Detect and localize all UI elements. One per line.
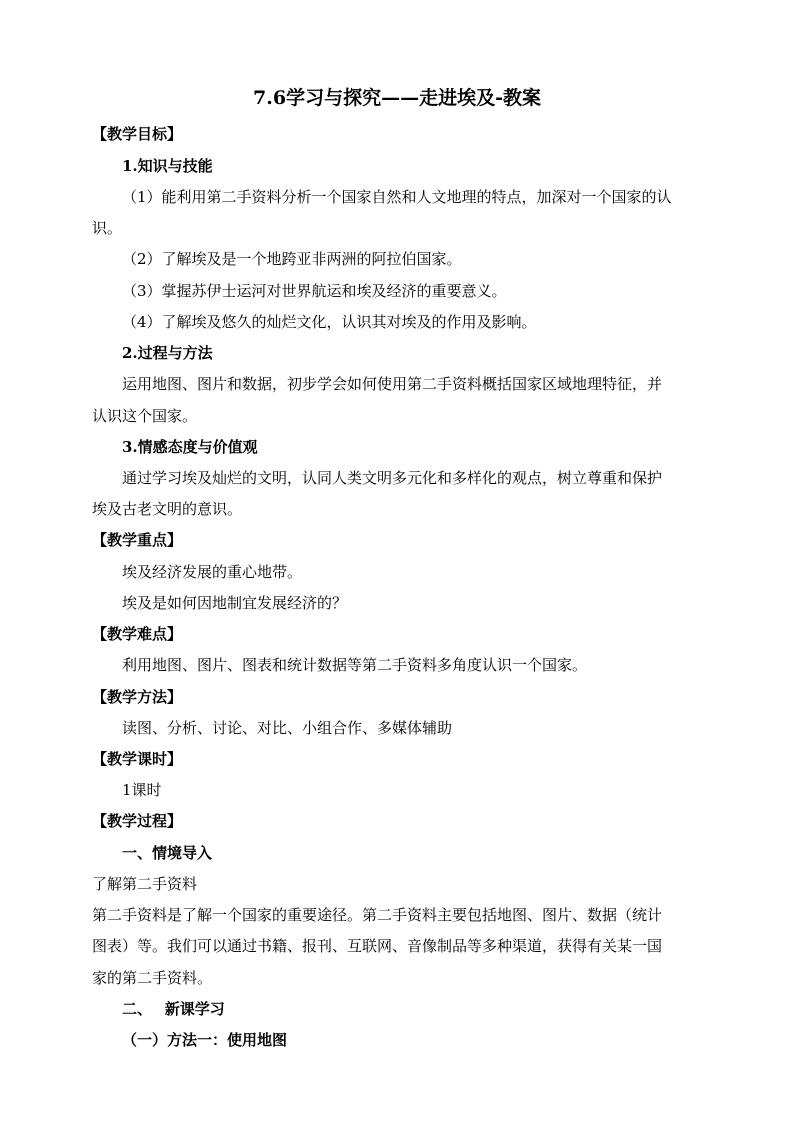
attitude-values-line2: 埃及古老文明的意识。 xyxy=(92,500,243,518)
attitude-values-line1: 通过学习埃及灿烂的文明，认同人类文明多元化和多样化的观点，树立尊重和保护 xyxy=(122,469,663,487)
process-method-line1: 运用地图、图片和数据，初步学会如何使用第二手资料概括国家区域地理特征，并 xyxy=(122,375,663,393)
process-part1-line1: 了解第二手资料 xyxy=(92,875,198,893)
process-part1-line2: 第二手资料是了解一个国家的重要途径。第二手资料主要包括地图、图片、数据（统计 xyxy=(92,906,663,924)
process-part1-line4: 家的第二手资料。 xyxy=(92,969,213,987)
methods-list: 读图、分析、讨论、对比、小组合作、多媒体辅助 xyxy=(122,719,453,737)
hours-value: 1课时 xyxy=(122,781,162,799)
section-heading-key-points: 【教学重点】 xyxy=(92,531,183,549)
section-heading-difficulties: 【教学难点】 xyxy=(92,625,183,643)
objective-item-4: （4）了解埃及悠久的灿烂文化，认识其对埃及的作用及影响。 xyxy=(122,313,537,331)
objective-item-1-line1: （1）能利用第二手资料分析一个国家自然和人文地理的特点，加深对一个国家的认 xyxy=(122,188,672,206)
subheading-attitude-values: 3.情感态度与价值观 xyxy=(122,438,258,456)
process-part1-label: 一、情境导入 xyxy=(122,844,213,862)
process-method-line2: 认识这个国家。 xyxy=(92,407,198,425)
difficulty-1: 利用地图、图片、图表和统计数据等第二手资料多角度认识一个国家。 xyxy=(122,656,588,674)
objective-item-3: （3）掌握苏伊士运河对世界航运和埃及经济的重要意义。 xyxy=(122,282,507,300)
key-point-2: 埃及是如何因地制宜发展经济的？ xyxy=(122,594,348,612)
section-heading-hours: 【教学课时】 xyxy=(92,750,183,768)
objective-item-1-line2: 识。 xyxy=(92,219,123,237)
process-part2-label: 二、 新课学习 xyxy=(122,1000,225,1018)
subheading-process-method: 2.过程与方法 xyxy=(122,344,213,362)
process-part2-method1: （一）方法一：使用地图 xyxy=(122,1031,288,1049)
section-heading-objectives: 【教学目标】 xyxy=(92,125,183,143)
document-title: 7.6学习与探究——走进埃及-教案 xyxy=(253,87,541,109)
objective-item-2: （2）了解埃及是一个地跨亚非两洲的阿拉伯国家。 xyxy=(122,250,462,268)
section-heading-methods: 【教学方法】 xyxy=(92,688,183,706)
process-part1-line3: 图表）等。我们可以通过书籍、报刊、互联网、音像制品等多种渠道，获得有关某一国 xyxy=(92,937,663,955)
key-point-1: 埃及经济发展的重心地带。 xyxy=(122,563,303,581)
section-heading-process: 【教学过程】 xyxy=(92,812,183,830)
subheading-knowledge-skills: 1.知识与技能 xyxy=(122,157,213,175)
